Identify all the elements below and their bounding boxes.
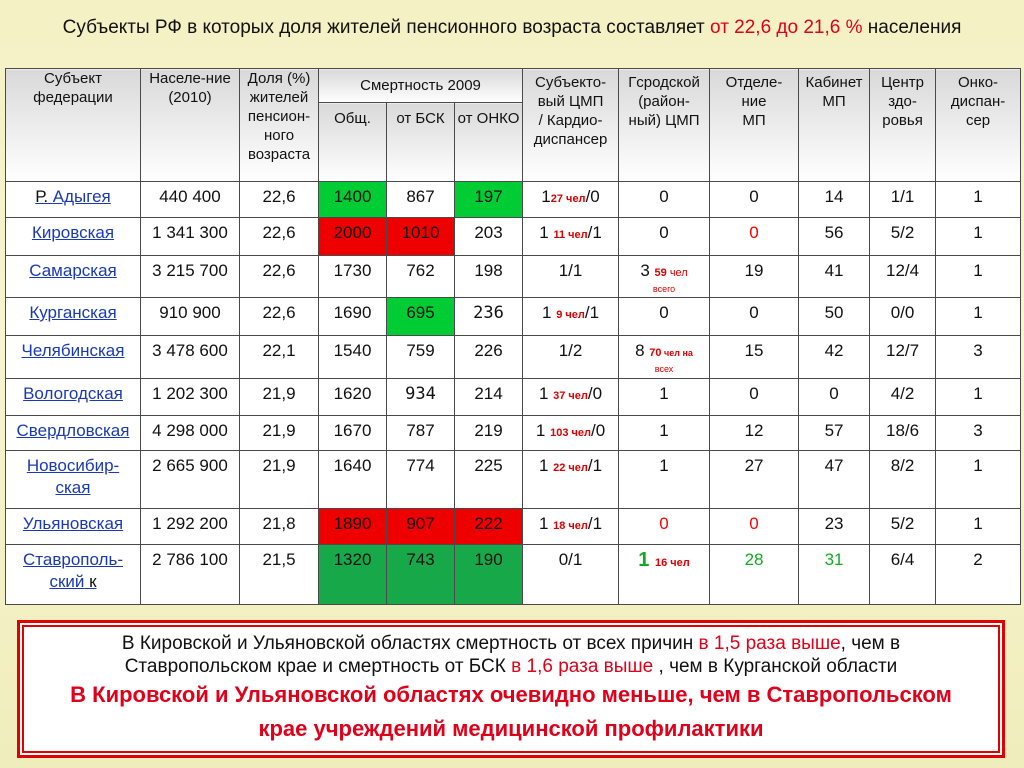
header-population: Населе-ние (2010): [141, 69, 240, 182]
health-center-cell: 12/4: [870, 256, 936, 298]
region-cell[interactable]: Р. Адыгея: [6, 182, 141, 218]
dept-cell: 12: [710, 416, 799, 451]
city-cmp-cell: 0: [619, 509, 710, 545]
region-cell[interactable]: Курганская: [6, 298, 141, 336]
header-cmp: Субъекто- вый ЦМП / Кардио- диспансер: [523, 69, 619, 182]
onko-cell: 1: [936, 451, 1021, 509]
share-cell: 22,6: [240, 256, 319, 298]
cabinet-cell: 56: [799, 218, 870, 256]
header-mortality-bsk: от БСК: [387, 103, 455, 182]
table-row: [6, 298, 1021, 336]
mortality-onko-cell: 225: [455, 451, 523, 509]
population-cell: 4 298 000: [141, 416, 240, 451]
table-row: [6, 218, 1021, 256]
dept-cell: 15: [710, 336, 799, 379]
city-cmp-cell: 1: [619, 416, 710, 451]
mortality-total-cell: 1690: [319, 298, 387, 336]
conclusion-line-4: крае учреждений медицинской профилактики: [258, 716, 764, 741]
cmp-cell: 1 22 чел/1: [523, 451, 619, 509]
table-row: [6, 509, 1021, 545]
health-center-cell: 5/2: [870, 509, 936, 545]
onko-cell: 3: [936, 336, 1021, 379]
share-cell: 22,1: [240, 336, 319, 379]
health-center-cell: 6/4: [870, 545, 936, 605]
mortality-total-cell: 1540: [319, 336, 387, 379]
cabinet-cell: 57: [799, 416, 870, 451]
header-city-cmp: Гсродской (район- ный) ЦМП: [619, 69, 710, 182]
mortality-bsk-cell: 787: [387, 416, 455, 451]
mortality-total-cell: 1400: [319, 182, 387, 218]
region-cell[interactable]: Самарская: [6, 256, 141, 298]
header-mortality-total: Общ.: [319, 103, 387, 182]
health-center-cell: 0/0: [870, 298, 936, 336]
health-center-cell: 18/6: [870, 416, 936, 451]
cabinet-cell: 42: [799, 336, 870, 379]
header-mortality-onko: от ОНКО: [455, 103, 523, 182]
mortality-total-cell: 2000: [319, 218, 387, 256]
city-cmp-cell: 1: [619, 379, 710, 416]
mortality-bsk-cell: 934: [387, 379, 455, 416]
mortality-total-cell: 1670: [319, 416, 387, 451]
cmp-cell: 1 11 чел/1: [523, 218, 619, 256]
region-cell[interactable]: Новосибир- ская: [6, 451, 141, 509]
population-cell: 440 400: [141, 182, 240, 218]
onko-cell: 1: [936, 182, 1021, 218]
region-cell[interactable]: Кировская: [6, 218, 141, 256]
table-row: [6, 379, 1021, 416]
mortality-onko-cell: 198: [455, 256, 523, 298]
title-text-end: населения: [862, 17, 962, 38]
mortality-bsk-cell: 907: [387, 509, 455, 545]
onko-cell: 1: [936, 298, 1021, 336]
conclusion-box: [17, 620, 1005, 758]
mortality-total-cell: 1620: [319, 379, 387, 416]
cmp-cell: 1 9 чел/1: [523, 298, 619, 336]
health-center-cell: 5/2: [870, 218, 936, 256]
health-center-cell: 8/2: [870, 451, 936, 509]
mortality-onko-cell: 236: [455, 298, 523, 336]
table-row: [6, 182, 1021, 218]
mortality-onko-cell: 214: [455, 379, 523, 416]
cmp-cell: 127 чел/0: [523, 182, 619, 218]
cabinet-cell: 14: [799, 182, 870, 218]
region-cell[interactable]: Челябинская: [6, 336, 141, 379]
mortality-bsk-cell: 867: [387, 182, 455, 218]
mortality-onko-cell: 226: [455, 336, 523, 379]
onko-cell: 1: [936, 379, 1021, 416]
mortality-bsk-cell: 743: [387, 545, 455, 605]
cabinet-cell: 47: [799, 451, 870, 509]
table-row: [6, 336, 1021, 379]
dept-cell: 0: [710, 182, 799, 218]
mortality-total-cell: 1730: [319, 256, 387, 298]
dept-cell: 0: [710, 298, 799, 336]
region-cell[interactable]: Вологодская: [6, 379, 141, 416]
cmp-cell: 1/1: [523, 256, 619, 298]
dept-cell: 0: [710, 218, 799, 256]
header-share: Доля (%) жителей пенсион- ного возраста: [240, 69, 319, 182]
onko-cell: 2: [936, 545, 1021, 605]
mortality-onko-cell: 197: [455, 182, 523, 218]
cabinet-cell: 41: [799, 256, 870, 298]
share-cell: 21,9: [240, 451, 319, 509]
table-row: [6, 256, 1021, 298]
cmp-cell: 1 103 чел/0: [523, 416, 619, 451]
region-cell[interactable]: Свердловская: [6, 416, 141, 451]
table-row: [6, 416, 1021, 451]
region-cell[interactable]: Ульяновская: [6, 509, 141, 545]
mortality-onko-cell: 203: [455, 218, 523, 256]
table-row: [6, 451, 1021, 509]
header-mortality: Смертность 2009: [319, 69, 523, 103]
mortality-total-cell: 1890: [319, 509, 387, 545]
header-health-center: Центр здо- ровья: [870, 69, 936, 182]
mortality-total-cell: 1320: [319, 545, 387, 605]
cabinet-cell: 31: [799, 545, 870, 605]
share-cell: 21,9: [240, 416, 319, 451]
population-cell: 2 665 900: [141, 451, 240, 509]
onko-cell: 1: [936, 256, 1021, 298]
share-cell: 21,9: [240, 379, 319, 416]
mortality-bsk-cell: 1010: [387, 218, 455, 256]
onko-cell: 1: [936, 218, 1021, 256]
population-cell: 1 292 200: [141, 509, 240, 545]
cmp-cell: 1 18 чел/1: [523, 509, 619, 545]
region-cell[interactable]: Ставрополь- ский к: [6, 545, 141, 605]
onko-cell: 1: [936, 509, 1021, 545]
mortality-onko-cell: 219: [455, 416, 523, 451]
cabinet-cell: 0: [799, 379, 870, 416]
mortality-total-cell: 1640: [319, 451, 387, 509]
mortality-onko-cell: 190: [455, 545, 523, 605]
health-center-cell: 1/1: [870, 182, 936, 218]
header-cabinet: Кабинет МП: [799, 69, 870, 182]
city-cmp-cell: 0: [619, 298, 710, 336]
health-center-cell: 4/2: [870, 379, 936, 416]
dept-cell: 27: [710, 451, 799, 509]
mortality-bsk-cell: 695: [387, 298, 455, 336]
population-cell: 3 215 700: [141, 256, 240, 298]
city-cmp-cell: 0: [619, 218, 710, 256]
mortality-onko-cell: 222: [455, 509, 523, 545]
population-cell: 3 478 600: [141, 336, 240, 379]
cabinet-cell: 23: [799, 509, 870, 545]
city-cmp-cell: 1: [619, 451, 710, 509]
share-cell: 22,6: [240, 182, 319, 218]
dept-cell: 19: [710, 256, 799, 298]
population-cell: 1 341 300: [141, 218, 240, 256]
onko-cell: 3: [936, 416, 1021, 451]
population-cell: 1 202 300: [141, 379, 240, 416]
conclusion-line-1: В Кировской и Ульяновской областях смертность от всех причин в 1,5 раза выше, чем в: [121, 633, 901, 654]
title-range: от 22,6 до 21,6 %: [710, 17, 863, 38]
mortality-bsk-cell: 759: [387, 336, 455, 379]
conclusion-line-2: Ставропольском крае и смертность от БСК в 1,6 раза выше , чем в Курганской области: [124, 656, 898, 677]
population-cell: 910 900: [141, 298, 240, 336]
header-subject: Субъект федерации: [6, 69, 141, 182]
city-cmp-cell: 8 70 чел на всех: [619, 336, 710, 379]
page-title: [0, 16, 1024, 40]
dept-cell: 28: [710, 545, 799, 605]
health-center-cell: 12/7: [870, 336, 936, 379]
dept-cell: 0: [710, 379, 799, 416]
city-cmp-cell: 0: [619, 182, 710, 218]
header-onko-dispensary: Онко- диспан- сер: [936, 69, 1021, 182]
data-table: [5, 68, 1021, 605]
share-cell: 22,6: [240, 298, 319, 336]
mortality-bsk-cell: 762: [387, 256, 455, 298]
population-cell: 2 786 100: [141, 545, 240, 605]
city-cmp-cell: 1 16 чел: [619, 545, 710, 605]
title-text: Субъекты РФ в которых доля жителей пенсионного возраста составляет: [62, 17, 711, 38]
conclusion-line-3: В Кировской и Ульяновской областях очевидно меньше, чем в Ставропольском: [70, 682, 952, 707]
dept-cell: 0: [710, 509, 799, 545]
header-dept: Отделе- ние МП: [710, 69, 799, 182]
table-row: [6, 545, 1021, 605]
city-cmp-cell: 3 59 чел всего: [619, 256, 710, 298]
cmp-cell: 1 37 чел/0: [523, 379, 619, 416]
cmp-cell: 0/1: [523, 545, 619, 605]
cmp-cell: 1/2: [523, 336, 619, 379]
cabinet-cell: 50: [799, 298, 870, 336]
mortality-bsk-cell: 774: [387, 451, 455, 509]
share-cell: 21,8: [240, 509, 319, 545]
share-cell: 21,5: [240, 545, 319, 605]
share-cell: 22,6: [240, 218, 319, 256]
